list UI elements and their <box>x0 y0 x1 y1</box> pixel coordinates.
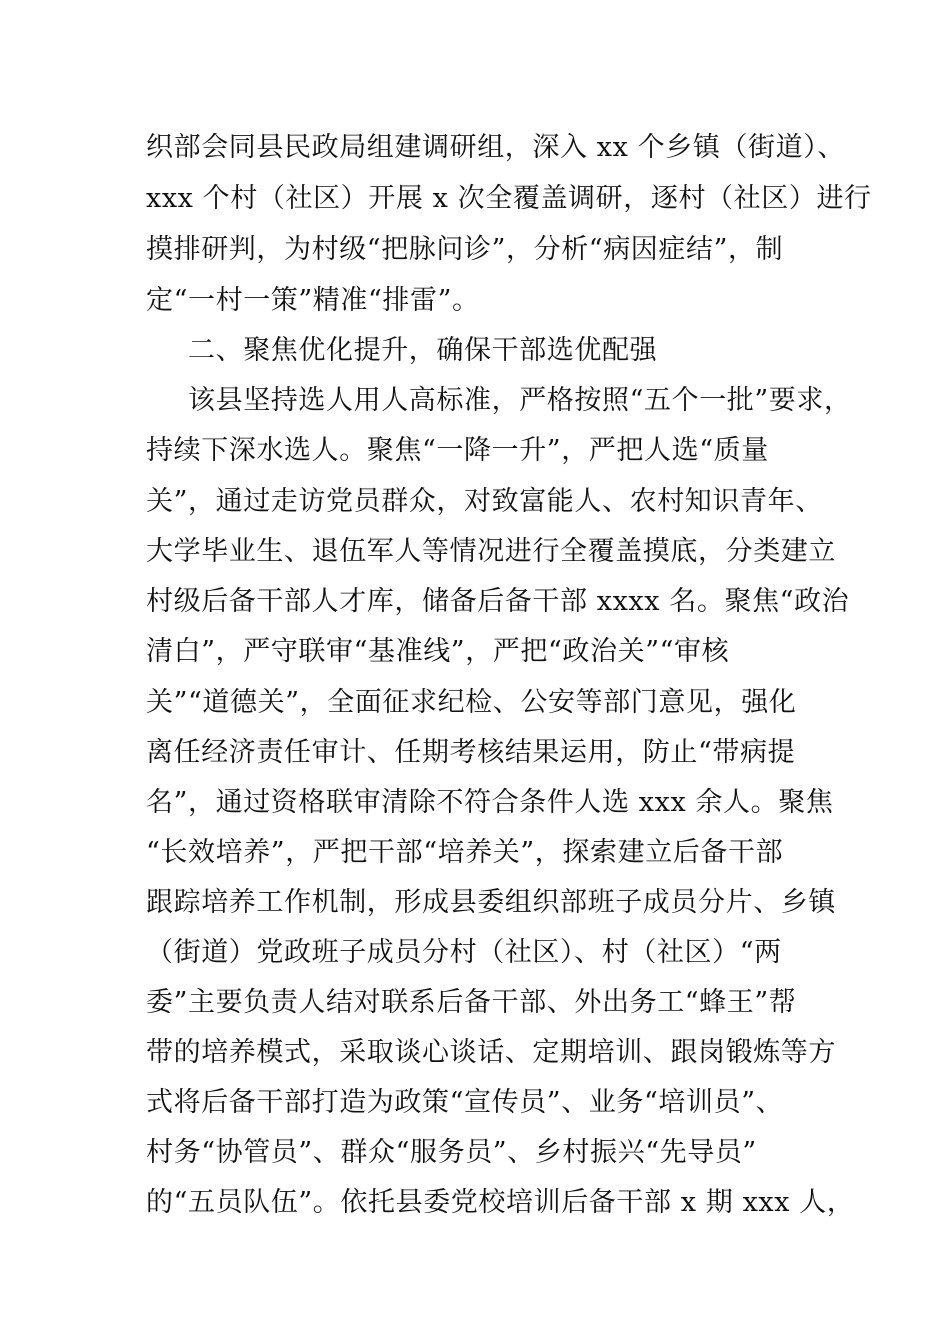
body-text-line: 织部会同县民政局组建调研组，深入 xx 个乡镇（街道）、 <box>146 132 845 163</box>
body-text-line: 村务“协管员”、群众“服务员”、乡村振兴“先导员” <box>146 1137 757 1168</box>
body-text-line: 大学毕业生、退伍军人等情况进行全覆盖摸底，分类建立 <box>146 536 836 567</box>
section-heading: 二、聚焦优化提升，确保干部选优配强 <box>188 335 658 366</box>
body-text-line: （街道）党政班子成员分村（社区）、村（社区）“两 <box>146 937 782 968</box>
body-text-line: 清白”，严守联审“基准线”，严把“政治关”“审核 <box>146 636 730 667</box>
body-text-line: 的“五员队伍”。依托县委党校培训后备干部 x 期 xxx 人， <box>146 1187 855 1218</box>
body-text-line: 持续下深水选人。聚焦“一降一升”，严把人选“质量 <box>146 435 769 466</box>
body-text-line: 带的培养模式，采取谈心谈话、定期培训、跟岗锻炼等方 <box>146 1037 836 1068</box>
body-text-line: 委”主要负责人结对联系后备干部、外出务工“蜂王”帮 <box>146 987 797 1018</box>
body-text-line: 式将后备干部打造为政策“宣传员”、业务“培训员”、 <box>146 1087 784 1118</box>
body-text-line: 离任经济责任审计、任期考核结果运用，防止“带病提 <box>146 737 796 768</box>
body-text-line: 关”，通过走访党员群众，对致富能人、农村知识青年、 <box>146 486 823 517</box>
body-text-line: 关”“道德关”，全面征求纪检、公安等部门意见，强化 <box>146 687 797 718</box>
body-text-line: 该县坚持选人用人高标准，严格按照“五个一批”要求， <box>188 385 852 416</box>
body-text-line: xxx 个村（社区）开展 x 次全覆盖调研，逐村（社区）进行 <box>146 183 872 214</box>
body-text-line: 跟踪培养工作机制，形成县委组织部班子成员分片、乡镇 <box>146 887 836 918</box>
body-text-line: 村级后备干部人才库，储备后备干部 xxxx 名。聚焦“政治 <box>146 586 850 617</box>
body-text-line: 摸排研判，为村级“把脉问诊”，分析“病因症结”，制 <box>146 234 784 265</box>
body-text-line: “长效培养”，严把干部“培养关”，探索建立后备干部 <box>146 837 784 868</box>
body-text-line: 名”，通过资格联审清除不符合条件人选 xxx 余人。聚焦 <box>146 787 834 818</box>
body-text-line: 定“一村一策”精准“排雷”。 <box>146 285 480 316</box>
